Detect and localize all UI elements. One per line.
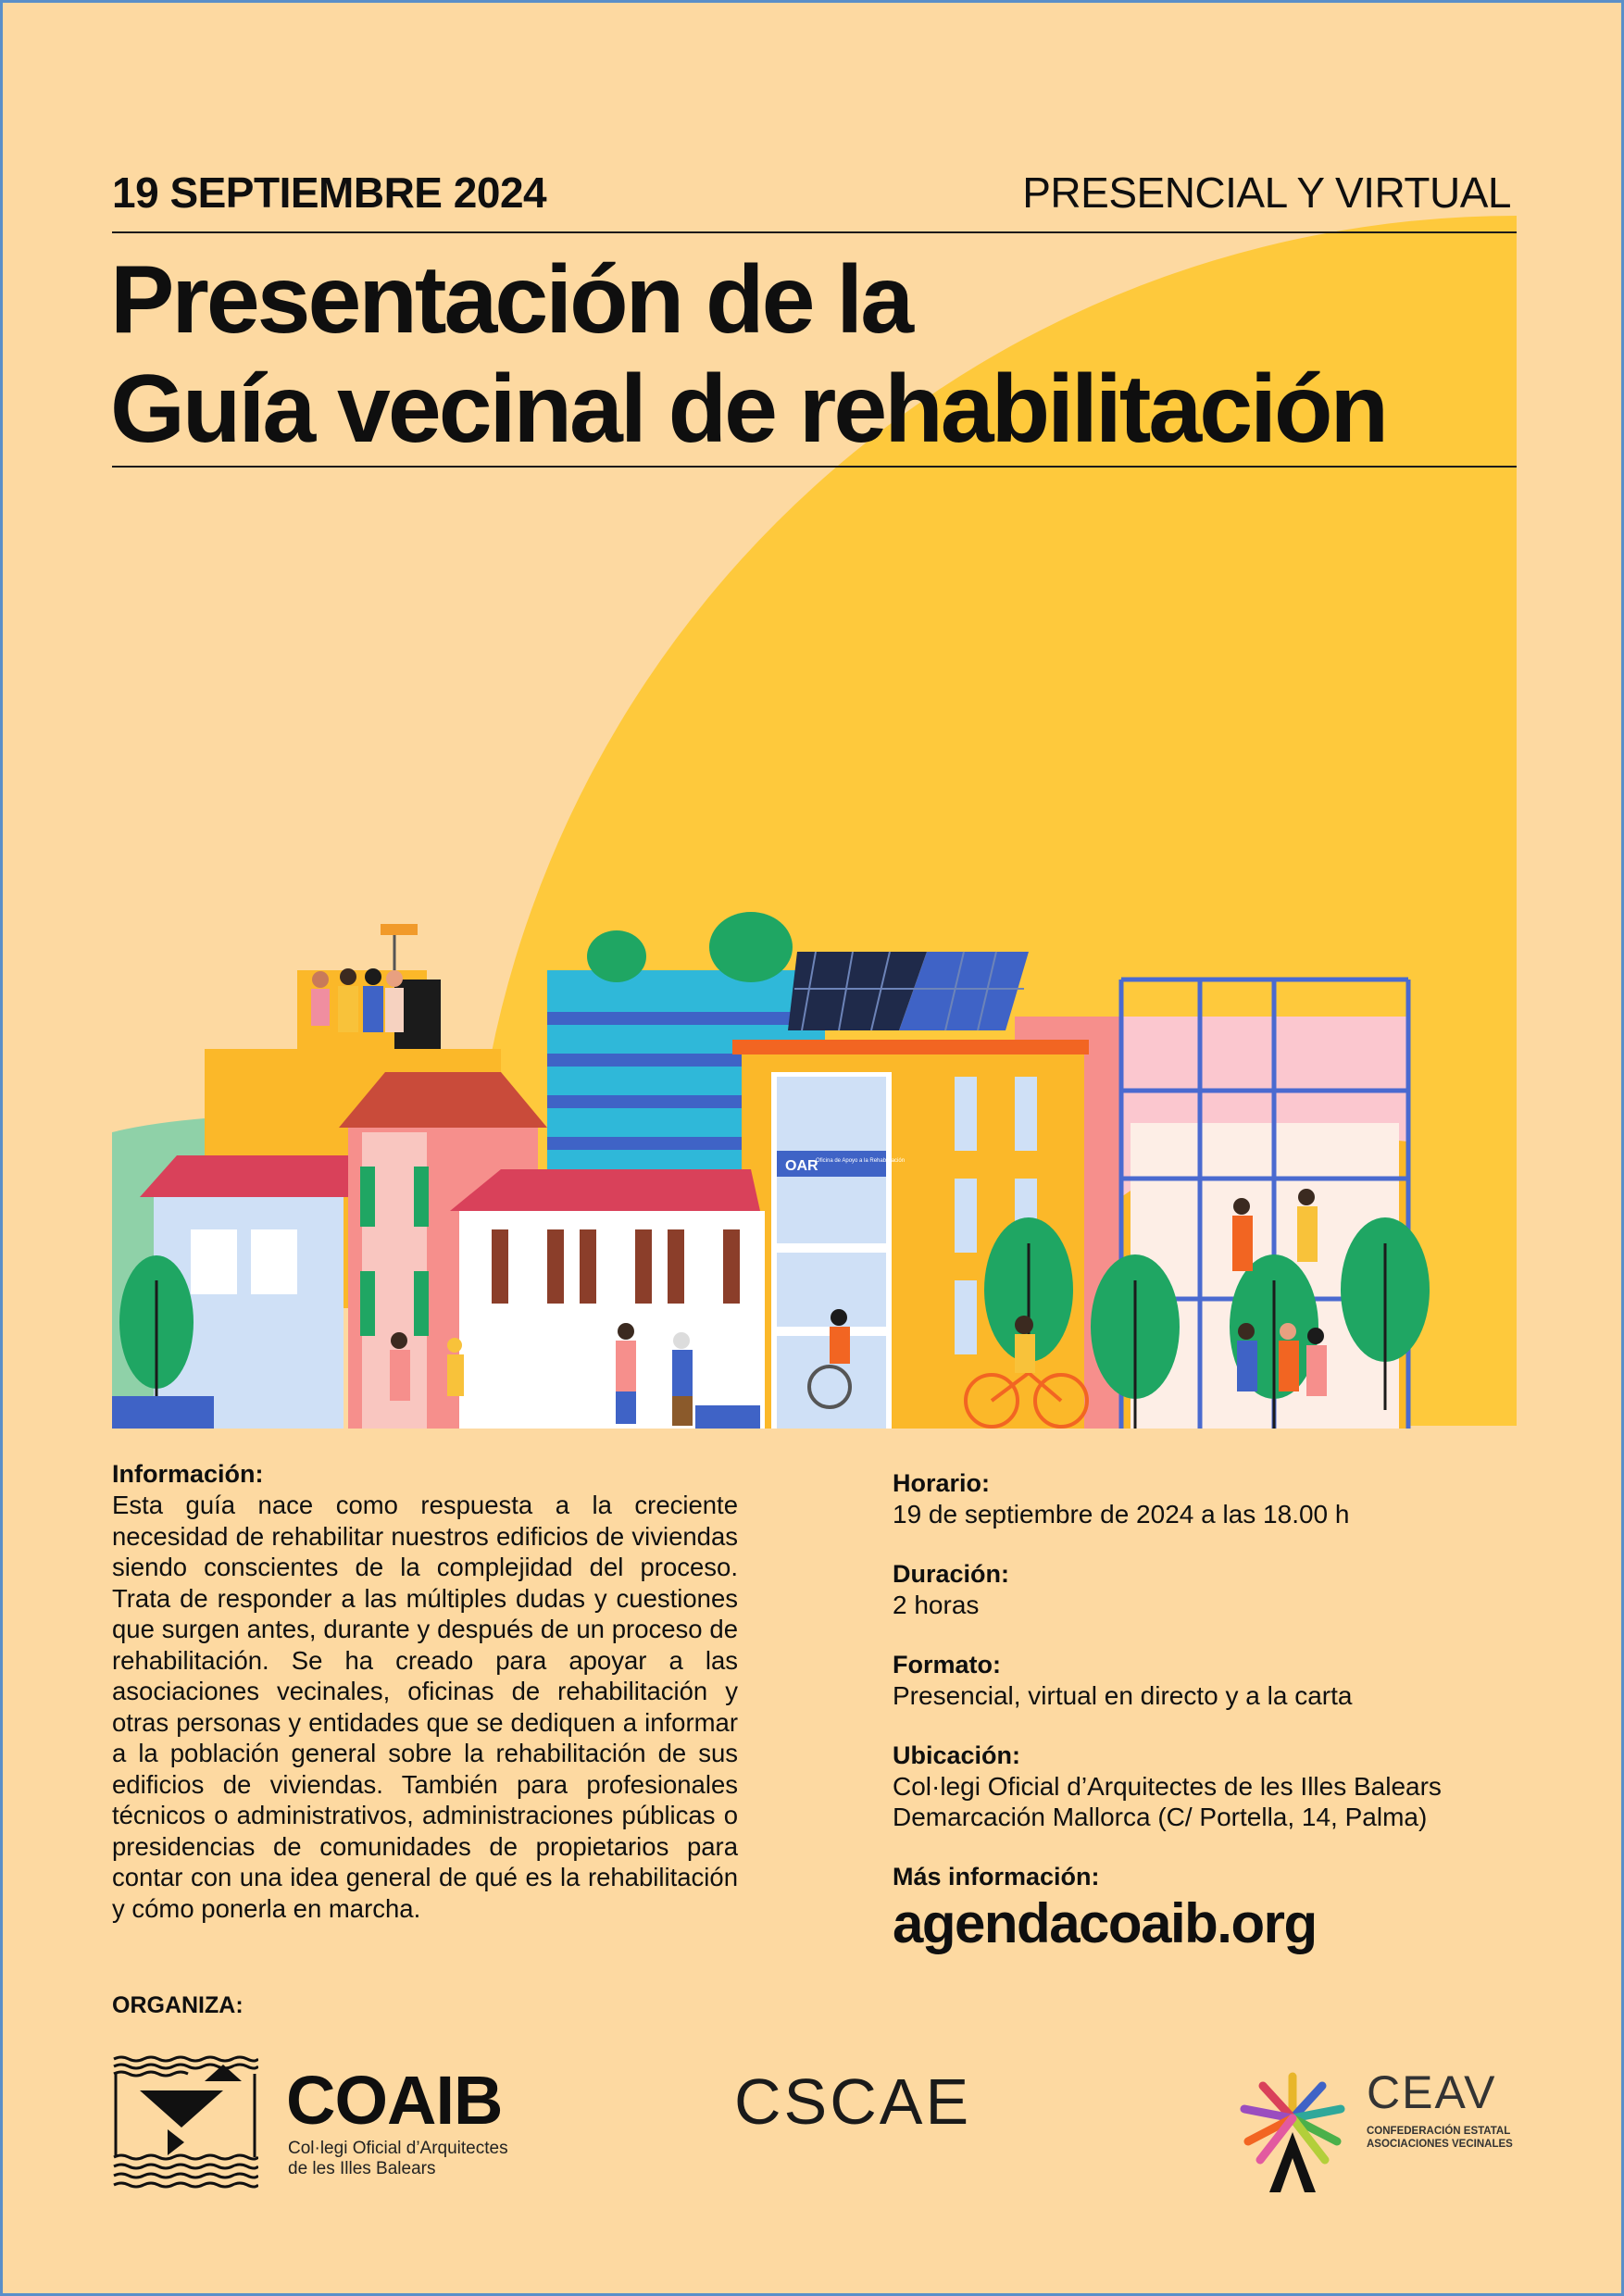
info-label: Información: — [112, 1460, 264, 1488]
ceav-sub-line-2: ASOCIACIONES VECINALES — [1367, 2139, 1513, 2150]
coaib-subtitle — [288, 2139, 566, 2179]
duracion-block — [893, 1559, 1494, 1620]
info-section — [112, 1459, 738, 1924]
duracion-label: Duración: — [893, 1560, 1010, 1588]
website-link[interactable]: agendacoaib.org — [893, 1892, 1317, 1954]
buildings-illustration — [112, 892, 1517, 1429]
formato-block — [893, 1650, 1494, 1711]
coaib-sub-line-1: Col·legi Oficial d’Arquitectes — [288, 2139, 508, 2158]
title-line-1: Presentación de la — [110, 246, 912, 354]
event-date: 19 SEPTIEMBRE 2024 — [112, 168, 547, 217]
ceav-sub-line-1: CONFEDERACIÓN ESTATAL — [1367, 2126, 1511, 2137]
formato-label: Formato: — [893, 1651, 1001, 1678]
coaib-logo — [112, 2053, 538, 2192]
coaib-name: COAIB — [286, 2062, 503, 2139]
coaib-sub-line-2: de les Illes Balears — [288, 2159, 436, 2178]
ubicacion-label: Ubicación: — [893, 1741, 1021, 1769]
formato-value: Presencial, virtual en directo y a la carta — [893, 1681, 1353, 1710]
ceav-star-icon — [1228, 2067, 1357, 2197]
coaib-mark-icon — [112, 2053, 258, 2190]
office-sign: OAR — [785, 1158, 818, 1174]
title-line-2: Guía vecinal de rehabilitación — [110, 356, 1387, 463]
duracion-value: 2 horas — [893, 1591, 980, 1619]
title-rule — [112, 466, 1517, 468]
ubicacion-block — [893, 1741, 1494, 1832]
horario-value: 19 de septiembre de 2024 a las 18.00 h — [893, 1500, 1350, 1529]
details-section — [893, 1468, 1494, 1983]
horario-block — [893, 1468, 1494, 1529]
ubicacion-line-1: Col·legi Oficial d’Arquitectes de les Illes Balears — [893, 1772, 1442, 1801]
more-info-label: Más información: — [893, 1863, 1100, 1890]
event-mode: PRESENCIAL Y VIRTUAL — [1022, 168, 1511, 217]
ubicacion-line-2: Demarcación Mallorca (C/ Portella, 14, Palma) — [893, 1803, 1428, 1831]
top-rule — [112, 231, 1517, 233]
page-title — [110, 245, 1518, 464]
info-text: Esta guía nace como respuesta a la creciente necesidad de rehabilitar nuestros edificios de viviendas siendo conscientes de la complejidad del proceso. Trata de responder a las múltiples dudas y cuestiones que surgen antes, durante y después de un proceso de rehabilitación. Se ha creado para apoyar a las asociaciones vecinales, oficinas de rehabilitación y otras personas y entidades que se dediquen a informar a la población general sobre la rehabilitación de sus edificios de viviendas. También para profesionales técnicos o administrativos, administraciones públicas o presidencias de comunidades de propietarios para contar con una idea general de qué es la rehabilitación y cómo ponerla en marcha. — [112, 1491, 738, 1923]
office-sign-sub: Oficina de Apoyo a la Rehabilitación — [816, 1158, 906, 1164]
more-info-block — [893, 1862, 1494, 1953]
ceav-logo — [1228, 2067, 1524, 2202]
organiza-label: ORGANIZA: — [112, 1992, 244, 2018]
ceav-subtitle — [1367, 2125, 1543, 2151]
ceav-name: CEAV — [1367, 2066, 1497, 2118]
cscae-logo: CSCAE — [734, 2065, 972, 2138]
horario-label: Horario: — [893, 1469, 991, 1497]
